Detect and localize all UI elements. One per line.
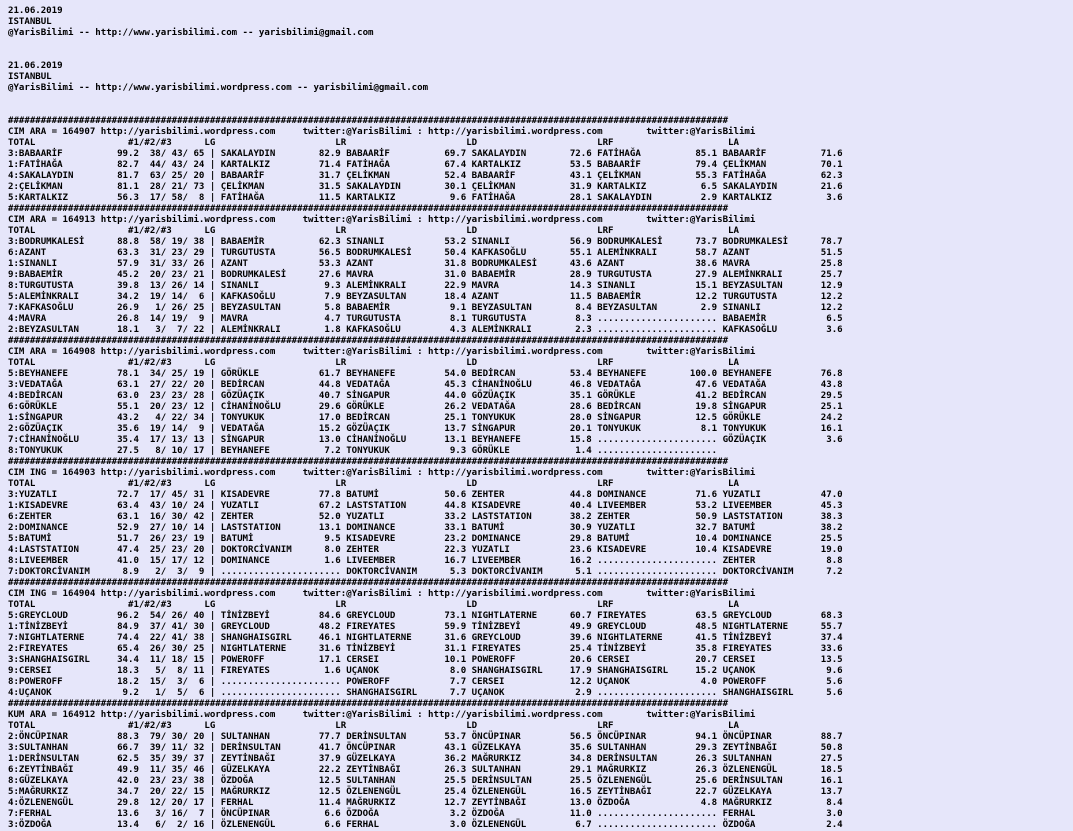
race-title: KUM ARA = 164912 http://yarisbilimi.wordpress.com twitter:@YarisBilimi : http://yarisbilimi.wordpress.com twitter:@YarisBilimi — [8, 710, 756, 720]
race-row: 7:DOKTORCİVANIM 8.9 2/ 3/ 9 | ...................... DOKTORCİVANIM 5.3 DOKTORCİVANIM 5.1 ...................... DOKTORCİVANIM 7.2 — [8, 567, 843, 577]
race-row: 5:BATUMİ 51.7 26/ 23/ 19 | BATUMİ 9.5 KISADEVRE 23.2 DOMINANCE 29.8 BATUMİ 10.4 DOMINANCE 25.5 — [8, 534, 843, 544]
race-row: 8:GÜZELKAYA 42.0 23/ 23/ 38 | ÖZDOĞA 12.5 SULTANHAN 25.5 DERİNSULTAN 25.5 ÖZLENENGÜL 25.6 DERİNSULTAN 16.1 — [8, 776, 843, 786]
race-row: 3:ÖZDOĞA 13.4 6/ 2/ 16 | ÖZLENENGÜL 6.6 FERHAL 3.0 ÖZLENENGÜL 6.7 ...................... ÖZDOĞA 2.4 — [8, 820, 843, 830]
separator-line: #################################################################################################################################### — [8, 578, 729, 588]
race-row: 3:VEDATAĞA 63.1 27/ 22/ 20 | BEDİRCAN 44.8 VEDATAĞA 45.3 CİHANİNOĞLU 46.8 VEDATAĞA 47.6 VEDATAĞA 43.8 — [8, 380, 843, 390]
race-row: 3:BABAARİF 99.2 38/ 43/ 65 | SAKALAYDIN 82.9 BABAARİF 69.7 SAKALAYDIN 72.6 FATİHAĞA 85.1 BABAARİF 71.6 — [8, 149, 843, 159]
report-date: 21.06.2019 — [8, 6, 63, 16]
race-title: CIM ING = 164903 http://yarisbilimi.wordpress.com twitter:@YarisBilimi : http://yarisbilimi.wordpress.com twitter:@YarisBilimi — [8, 468, 756, 478]
race-row: 7:KAFKASOĞLU 26.9 1/ 26/ 25 | BEYZASULTAN 5.8 BABAEMİR 9.1 BEYZASULTAN 8.4 BEYZASULTAN 2.9 SINANLI 12.2 — [8, 303, 843, 313]
race-row: 7:NIGHTLATERNE 74.4 22/ 41/ 38 | SHANGHAISGIRL 46.1 NIGHTLATERNE 31.6 GREYCLOUD 39.6 NIGHTLATERNE 41.5 TİNİZBEYİ 37.4 — [8, 633, 843, 643]
race-row: 3:YUZATLI 72.7 17/ 45/ 31 | KISADEVRE 77.8 BATUMİ 50.6 ZEHTER 44.8 DOMINANCE 71.6 YUZATLI 47.0 — [8, 490, 843, 500]
race-row: 2:GÖZÜAÇIK 35.6 19/ 14/ 9 | VEDATAĞA 15.2 GÖZÜAÇIK 13.7 SİNGAPUR 20.1 TONYUKUK 8.1 TONYUKUK 16.1 — [8, 424, 843, 434]
column-header: TOTAL #1/#2/#3 LG LR LD LRF LA — [8, 226, 739, 236]
race-row: 5:BEYHANEFE 78.1 34/ 25/ 19 | GÖRÜKLE 61.7 BEYHANEFE 54.0 BEDİRCAN 53.4 BEYHANEFE 100.0 BEYHANEFE 76.8 — [8, 369, 843, 379]
race-row: 5:MAĞRURKIZ 34.7 20/ 22/ 15 | MAĞRURKIZ 12.5 ÖZLENENGÜL 25.4 ÖZLENENGÜL 16.5 ZEYTİNBAĞI 22.7 GÜZELKAYA 13.7 — [8, 787, 843, 797]
race-row: 4:ÖZLENENGÜL 29.8 12/ 20/ 17 | FERHAL 11.4 MAĞRURKIZ 12.7 ZEYTİNBAĞI 13.0 ÖZDOĞA 4.8 MAĞRURKIZ 8.4 — [8, 798, 843, 808]
race-row: 7:CİHANİNOĞLU 35.4 17/ 13/ 13 | SİNGAPUR 13.0 CİHANİNOĞLU 13.1 BEYHANEFE 15.8 ...................... GÖZÜAÇIK 3.6 — [8, 435, 843, 445]
race-row: 5:KARTALKIZ 56.3 17/ 58/ 8 | FATİHAĞA 11.5 KARTALKIZ 9.6 FATİHAĞA 28.1 SAKALAYDIN 2.9 KARTALKIZ 3.6 — [8, 193, 843, 203]
column-header: TOTAL #1/#2/#3 LG LR LD LRF LA — [8, 479, 739, 489]
separator-line: #################################################################################################################################### — [8, 336, 729, 346]
race-row: 9:CERSEI 18.3 5/ 8/ 11 | FIREYATES 1.6 UÇANOK 8.0 SHANGHAISGIRL 17.9 SHANGHAISGIRL 15.2 UÇANOK 9.6 — [8, 666, 843, 676]
race-row: 8:POWEROFF 18.2 15/ 3/ 6 | ...................... POWEROFF 7.7 CERSEI 12.2 UÇANOK 4.0 POWEROFF 5.6 — [8, 677, 843, 687]
race-title: CIM ARA = 164913 http://yarisbilimi.wordpress.com twitter:@YarisBilimi : http://yarisbilimi.wordpress.com twitter:@YarisBilimi — [8, 215, 756, 225]
race-row: 8:TURGUTUSTA 39.8 13/ 26/ 14 | SINANLI 9.3 ALEMİNKRALI 22.9 MAVRA 14.3 SINANLI 15.1 BEYZASULTAN 12.9 — [8, 281, 843, 291]
separator-line: #################################################################################################################################### — [8, 116, 729, 126]
race-row: 5:GREYCLOUD 96.2 54/ 26/ 40 | TİNİZBEYİ 84.6 GREYCLOUD 73.1 NIGHTLATERNE 60.7 FIREYATES 63.5 GREYCLOUD 68.3 — [8, 611, 843, 621]
race-row: 9:BABAEMİR 45.2 20/ 23/ 21 | BODRUMKALESİ 27.6 MAVRA 31.0 BABAEMİR 28.9 TURGUTUSTA 27.9 ALEMİNKRALI 25.7 — [8, 270, 843, 280]
report-date: 21.06.2019 — [8, 61, 63, 71]
column-header: TOTAL #1/#2/#3 LG LR LD LRF LA — [8, 721, 739, 731]
race-row: 4:BEDİRCAN 63.0 23/ 23/ 28 | GÖZÜAÇIK 40.7 SİNGAPUR 44.0 GÖZÜAÇIK 35.1 GÖRÜKLE 41.2 BEDİRCAN 29.5 — [8, 391, 843, 401]
separator-line: #################################################################################################################################### — [8, 457, 729, 467]
race-row: 2:BEYZASULTAN 18.1 3/ 7/ 22 | ALEMİNKRALI 1.8 KAFKASOĞLU 4.3 ALEMİNKRALI 2.3 ...................... KAFKASOĞLU 3.6 — [8, 325, 843, 335]
race-row: 4:MAVRA 26.8 14/ 19/ 9 | MAVRA 4.7 TURGUTUSTA 8.1 TURGUTUSTA 8.3 ...................... BABAEMİR 6.5 — [8, 314, 843, 324]
race-row: 6:ZEYTİNBAĞI 49.9 11/ 35/ 46 | GÜZELKAYA 22.2 ZEYTİNBAĞI 26.3 SULTANHAN 29.1 MAĞRURKIZ 26.3 ÖZLENENGÜL 18.5 — [8, 765, 843, 775]
race-row: 4:UÇANOK 9.2 1/ 5/ 6 | ...................... SHANGHAISGIRL 7.7 UÇANOK 2.9 ...................... SHANGHAISGIRL 5.6 — [8, 688, 843, 698]
race-row: 1:SİNGAPUR 43.2 4/ 22/ 34 | TONYUKUK 17.0 BEDİRCAN 25.1 TONYUKUK 28.0 SİNGAPUR 12.5 GÖRÜKLE 24.2 — [8, 413, 843, 423]
race-title: CIM ING = 164904 http://yarisbilimi.wordpress.com twitter:@YarisBilimi : http://yarisbilimi.wordpress.com twitter:@YarisBilimi — [8, 589, 756, 599]
race-row: 1:KISADEVRE 63.4 43/ 10/ 24 | YUZATLI 67.2 LASTSTATION 44.8 KISADEVRE 40.4 LIVEEMBER 53.2 LIVEEMBER 45.3 — [8, 501, 843, 511]
race-row: 4:SAKALAYDIN 81.7 63/ 25/ 20 | BABAARİF 31.7 ÇELİKMAN 52.4 BABAARİF 43.1 ÇELİKMAN 55.3 FATİHAĞA 62.3 — [8, 171, 843, 181]
race-row: 4:LASTSTATION 47.4 25/ 23/ 20 | DOKTORCİVANIM 8.0 ZEHTER 22.3 YUZATLI 23.6 KISADEVRE 10.4 KISADEVRE 19.0 — [8, 545, 843, 555]
race-row: 2:DOMINANCE 52.9 27/ 10/ 14 | LASTSTATION 13.1 DOMINANCE 33.1 BATUMİ 30.9 YUZATLI 32.7 BATUMİ 38.2 — [8, 523, 843, 533]
race-title: CIM ARA = 164907 http://yarisbilimi.wordpress.com twitter:@YarisBilimi : http://yarisbilimi.wordpress.com twitter:@YarisBilimi — [8, 127, 756, 137]
race-row: 7:FERHAL 13.6 3/ 16/ 7 | ÖNCÜPINAR 6.6 ÖZDOĞA 3.2 ÖZDOĞA 11.0 ...................... FERHAL 3.0 — [8, 809, 843, 819]
race-row: 6:GÖRÜKLE 55.1 20/ 23/ 12 | CİHANİNOĞLU 29.6 GÖRÜKLE 26.2 VEDATAĞA 28.6 BEDİRCAN 19.8 SİNGAPUR 25.1 — [8, 402, 843, 412]
report-contact: @YarisBilimi -- http://www.yarisbilimi.com -- yarisbilimi@gmail.com — [8, 28, 374, 38]
race-row: 6:ZEHTER 63.1 16/ 30/ 42 | ZEHTER 52.0 YUZATLI 33.2 LASTSTATION 38.2 ZEHTER 50.9 LASTSTATION 38.3 — [8, 512, 843, 522]
report-contact: @YarisBilimi -- http://www.yarisbilimi.wordpress.com -- yarisbilimi@gmail.com — [8, 83, 429, 93]
race-row: 2:FIREYATES 65.4 26/ 30/ 25 | NIGHTLATERNE 31.6 TİNİZBEYİ 31.1 FIREYATES 25.4 TİNİZBEYİ 35.8 FIREYATES 33.6 — [8, 644, 843, 654]
race-row: 6:AZANT 63.3 31/ 23/ 29 | TURGUTUSTA 56.5 BODRUMKALESİ 50.4 KAFKASOĞLU 55.1 ALEMİNKRALI 58.7 AZANT 51.5 — [8, 248, 843, 258]
race-title: CIM ARA = 164908 http://yarisbilimi.wordpress.com twitter:@YarisBilimi : http://yarisbilimi.wordpress.com twitter:@YarisBilimi — [8, 347, 756, 357]
race-row: 1:TİNİZBEYİ 84.9 37/ 41/ 30 | GREYCLOUD 48.2 FIREYATES 59.9 TİNİZBEYİ 49.9 GREYCLOUD 48.5 NIGHTLATERNE 55.7 — [8, 622, 843, 632]
race-row: 3:SHANGHAISGIRL 34.4 11/ 18/ 15 | POWEROFF 17.1 CERSEI 10.1 POWEROFF 20.6 CERSEI 20.7 CERSEI 13.5 — [8, 655, 843, 665]
race-row: 3:BODRUMKALESİ 88.8 58/ 19/ 38 | BABAEMİR 62.3 SINANLI 53.2 SINANLI 56.9 BODRUMKALESİ 73.7 BODRUMKALESİ 78.7 — [8, 237, 843, 247]
race-row: 1:FATİHAĞA 82.7 44/ 43/ 24 | KARTALKIZ 71.4 FATİHAĞA 67.4 KARTALKIZ 53.5 BABAARİF 79.4 ÇELİKMAN 70.1 — [8, 160, 843, 170]
race-row: 2:ÖNCÜPINAR 88.3 79/ 30/ 20 | SULTANHAN 77.7 DERİNSULTAN 53.7 ÖNCÜPINAR 56.5 ÖNCÜPINAR 94.1 ÖNCÜPINAR 88.7 — [8, 732, 843, 742]
race-row: 8:LIVEEMBER 41.0 15/ 17/ 12 | DOMINANCE 1.6 LIVEEMBER 16.7 LIVEEMBER 16.2 ...................... ZEHTER 8.8 — [8, 556, 843, 566]
report-city: ISTANBUL — [8, 17, 52, 27]
column-header: TOTAL #1/#2/#3 LG LR LD LRF LA — [8, 138, 739, 148]
race-row: 5:ALEMİNKRALI 34.2 19/ 14/ 6 | KAFKASOĞLU 7.9 BEYZASULTAN 18.4 AZANT 11.5 BABAEMİR 12.2 TURGUTUSTA 12.2 — [8, 292, 843, 302]
separator-line: #################################################################################################################################### — [8, 699, 729, 709]
report-city: ISTANBUL — [8, 72, 52, 82]
separator-line: #################################################################################################################################### — [8, 204, 729, 214]
race-row: 1:SINANLI 57.9 31/ 33/ 26 | AZANT 53.3 AZANT 31.8 BODRUMKALESİ 43.6 AZANT 38.6 MAVRA 25.8 — [8, 259, 843, 269]
race-row: 3:SULTANHAN 66.7 39/ 11/ 32 | DERİNSULTAN 41.7 ÖNCÜPINAR 43.1 GÜZELKAYA 35.6 SULTANHAN 29.3 ZEYTİNBAĞI 50.8 — [8, 743, 843, 753]
race-row: 8:TONYUKUK 27.5 8/ 10/ 17 | BEYHANEFE 7.2 TONYUKUK 9.3 GÖRÜKLE 1.4 ...................... — [8, 446, 718, 456]
race-row: 1:DERİNSULTAN 62.5 35/ 39/ 37 | ZEYTİNBAĞI 37.9 GÜZELKAYA 36.2 MAĞRURKIZ 34.8 DERİNSULTAN 26.3 SULTANHAN 27.5 — [8, 754, 843, 764]
race-row: 2:ÇELİKMAN 81.1 28/ 21/ 73 | ÇELİKMAN 31.5 SAKALAYDIN 30.1 ÇELİKMAN 31.9 KARTALKIZ 6.5 SAKALAYDIN 21.6 — [8, 182, 843, 192]
column-header: TOTAL #1/#2/#3 LG LR LD LRF LA — [8, 600, 739, 610]
column-header: TOTAL #1/#2/#3 LG LR LD LRF LA — [8, 358, 739, 368]
